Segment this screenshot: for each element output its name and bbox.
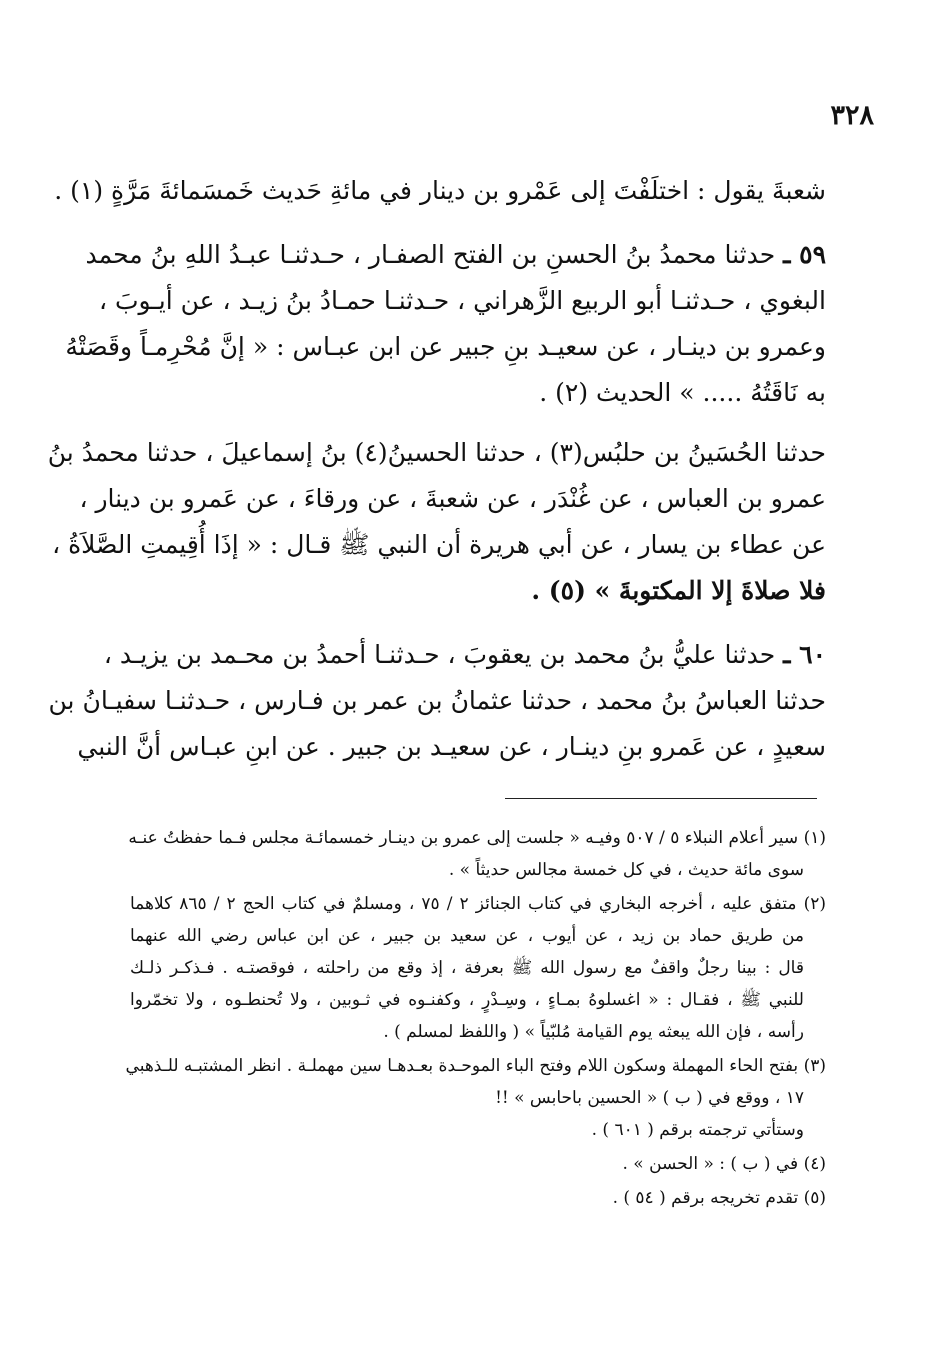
hadith-60 — [48, 632, 826, 770]
hadith-chain-paragraph — [47, 430, 826, 614]
text-line: شعبةَ يقول : اختلَفْتَ إلى عَمْرو بن دينار في مائةِ حَديث خَمسَمائةَ مَرَّةٍ (١) . — [54, 176, 826, 205]
text-line — [103, 632, 826, 678]
footnote-line — [130, 822, 826, 854]
footnote-label: (١) — [803, 828, 826, 848]
footnote-line: ١٧ ، ووقع في ( ب ) « الحسين باحابس » !! — [495, 1088, 804, 1108]
text-line: عن عطاء بن يسار ، عن أبي هريرة أن النبي ﷺ قـال : « إذَا أُقِيمتِ الصَّلاَةُ ، — [52, 530, 826, 559]
footnote-1 — [130, 822, 826, 886]
hadith-number: ٥٩ ـ — [783, 240, 826, 269]
footnote-line: وستأتي ترجمته برقم ( ٦٠١ ) . — [591, 1120, 804, 1140]
footnote-text: تقدم تخريجه برقم ( ٥٤ ) . — [612, 1188, 799, 1208]
footnote-separator — [505, 798, 817, 799]
footnote-line: قال : بينا رجلٌ واقفٌ مع رسول الله ﷺ بعرفة ، إذ وقع من راحلته ، فوقصتـه . فـذكـر ذلـك — [130, 958, 804, 978]
text-line: فلا صلاةَ إلا المكتوبةَ » (٥) . — [531, 576, 826, 605]
footnotes — [125, 822, 826, 1216]
text-line: وعمرو بن دينـار ، عن سعيـد بنِ جبير عن ابن عبـاس : « إنَّ مُحْرِمـاً وقَصَتْهُ — [65, 332, 826, 361]
text-line: عمرو بن العباس ، عن غُنْدَر ، عن شعبةَ ، عن ورقاءَ ، عن عَمرو بن دينار ، — [79, 484, 826, 513]
footnote-label: (٥) — [803, 1188, 826, 1208]
footnote-text: في ( ب ) : « الحسن » . — [622, 1154, 799, 1174]
footnote-3 — [125, 1050, 826, 1146]
footnote-label: (٤) — [803, 1154, 826, 1174]
text-line — [85, 232, 826, 278]
footnote-text: بفتح الحاء المهملة وسكون اللام وفتح الباء الموحـدة بعـدهـا سين مهملـة . انظر المشتبـه للـذهبي — [125, 1056, 799, 1076]
footnote-line: رأسه ، فإن الله يبعثه يوم القيامة مُلبّياً » ( واللفظ لمسلم ) . — [383, 1022, 804, 1042]
footnote-line: سوى مائة حديث ، في كل خمسة مجالس حديثاً » . — [448, 860, 804, 880]
footnote-text: متفق عليه ، أخرجه البخاري في كتاب الجنائز ٢ / ٧٥ ، ومسلمٌ في كتاب الحج ٢ / ٨٦٥ كلاهما — [130, 894, 797, 914]
footnote-label: (٢) — [803, 894, 826, 914]
page-number: ٣٢٨ — [830, 100, 874, 131]
text-line: البغوي ، حـدثنـا أبو الربيع الزَّهراني ، حـدثنـا حمـادُ بنُ زيـد ، عن أيـوبَ ، — [98, 286, 826, 315]
footnote-line — [130, 1182, 826, 1214]
paragraph-continuation — [54, 168, 826, 214]
footnote-5 — [130, 1182, 826, 1214]
footnote-4 — [130, 1148, 826, 1180]
footnote-label: (٣) — [803, 1056, 826, 1076]
footnote-line — [130, 888, 826, 920]
footnote-text: سير أعلام النبلاء ٥ / ٥٠٧ وفيـه « جلست إلى عمرو بن دينـار خمسمائـة مجلس فـما حفظتُ عنـه — [128, 828, 799, 848]
footnote-line — [125, 1050, 826, 1082]
hadith-number: ٦٠ ـ — [783, 640, 826, 669]
footnote-line: من طريق حماد بن زيد ، عن أيوب ، عن سعيد بن جبير ، عن ابن عباس رضي الله عنهما — [130, 926, 804, 946]
text-line-content: حدثنا محمدُ بنُ الحسنِ بن الفتح الصفـار ، حـدثنـا عبـدُ اللهِ بنُ محمد — [85, 240, 776, 269]
text-line-content: حدثنا عليُّ بنُ محمد بن يعقوبَ ، حـدثنـا أحمدُ بن محـمد بن يزيـد ، — [103, 640, 776, 669]
text-line: به نَاقَتُهُ ..... » الحديث (٢) . — [539, 378, 826, 407]
text-line: سعيدٍ ، عن عَمرو بنِ دينـار ، عن سعيـد بن جبير . عن ابنِ عبـاس أنَّ النبي — [77, 732, 826, 761]
footnote-line: للنبي ﷺ ، فقـال : « اغسلوهُ بمـاءٍ ، وسِـدْرٍ ، وكفنـوه في ثـوبين ، ولا تُحنطـوه ، ولا تخمّروا — [130, 990, 804, 1010]
text-line: حدثنا الحُسَينُ بن حلبُس(٣) ، حدثنا الحسينُ(٤) بنُ إسماعيلَ ، حدثنا محمدُ بنُ — [47, 438, 826, 467]
text-line: حدثنا العباسُ بنُ محمد ، حدثنا عثمانُ بن عمر بن فـارس ، حـدثنـا سفيـانُ بن — [48, 686, 826, 715]
footnote-2 — [130, 888, 826, 1048]
footnote-line — [130, 1148, 826, 1180]
hadith-59 — [65, 232, 826, 416]
